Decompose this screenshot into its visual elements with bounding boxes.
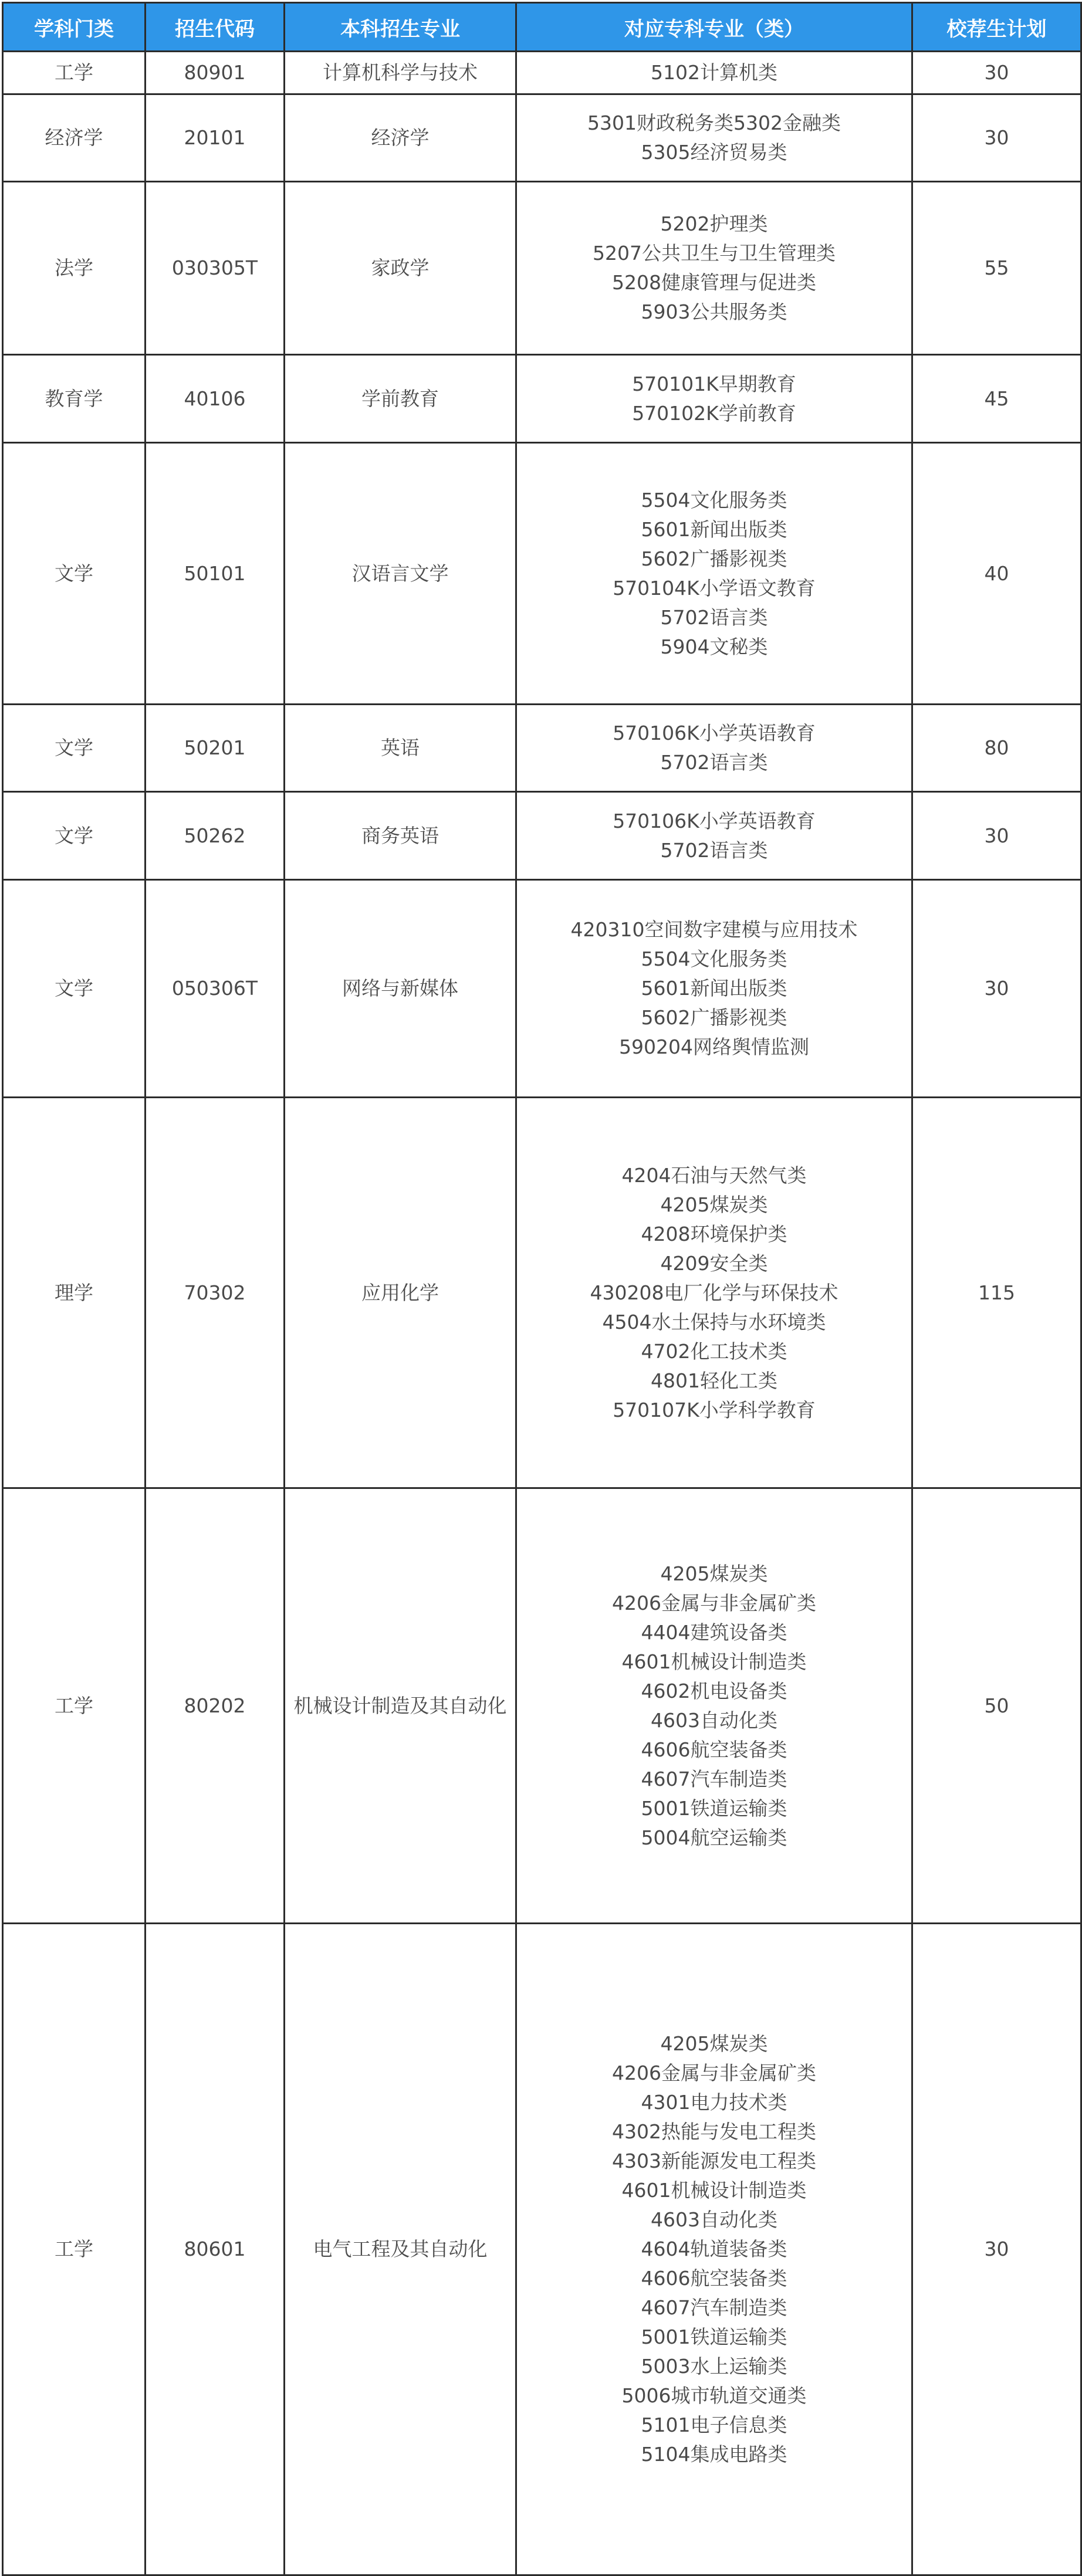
cell-category: 工学 bbox=[3, 1924, 146, 2575]
related-major-item: 4303新能源发电工程类 bbox=[612, 2150, 816, 2172]
cell-category: 经济学 bbox=[3, 94, 146, 182]
cell-related-majors bbox=[516, 52, 912, 94]
cell-category: 文学 bbox=[3, 443, 146, 705]
cell-code: 20101 bbox=[146, 94, 285, 182]
related-major-item: 5702语言类 bbox=[660, 605, 768, 629]
cell-plan: 30 bbox=[912, 94, 1081, 182]
cell-plan: 45 bbox=[912, 355, 1081, 443]
enrollment-table bbox=[2, 2, 1082, 2576]
table-row bbox=[3, 1488, 1081, 1924]
cell-related-majors bbox=[516, 355, 912, 443]
related-major-item: 5601新闻出版类 bbox=[641, 977, 787, 1000]
related-major-item: 4206金属与非金属矿类 bbox=[612, 1591, 816, 1614]
related-major-item: 4606航空装备类 bbox=[641, 1738, 787, 1761]
cell-plan: 80 bbox=[912, 705, 1081, 792]
table-row bbox=[3, 1924, 1081, 2575]
cell-major: 电气工程及其自动化 bbox=[285, 1924, 516, 2575]
related-major-item: 4302热能与发电工程类 bbox=[612, 2120, 816, 2143]
header-major: 本科招生专业 bbox=[285, 3, 516, 52]
cell-plan: 30 bbox=[912, 52, 1081, 94]
cell-category: 文学 bbox=[3, 880, 146, 1098]
cell-code: 50262 bbox=[146, 792, 285, 880]
related-major-item: 4404建筑设备类 bbox=[641, 1620, 787, 1644]
related-major-item: 4607汽车制造类 bbox=[641, 2296, 787, 2319]
cell-major: 网络与新媒体 bbox=[285, 880, 516, 1098]
related-major-item: 4601机械设计制造类 bbox=[621, 2179, 807, 2202]
related-major-item: 4604轨道装备类 bbox=[641, 2238, 787, 2260]
related-major-item: 430208电厂化学与环保技术 bbox=[590, 1281, 838, 1304]
related-major-item: 5001铁道运输类 bbox=[641, 2325, 787, 2348]
related-major-item: 4205煤炭类 bbox=[660, 1562, 768, 1585]
cell-major: 英语 bbox=[285, 705, 516, 792]
cell-category: 文学 bbox=[3, 705, 146, 792]
related-major-item: 5504文化服务类 bbox=[641, 488, 787, 512]
cell-code: 80601 bbox=[146, 1924, 285, 2575]
related-major-item: 5101电子信息类 bbox=[641, 2413, 787, 2436]
cell-major: 家政学 bbox=[285, 182, 516, 355]
related-major-item: 5004航空运输类 bbox=[641, 1826, 787, 1849]
related-major-item: 5904文秘类 bbox=[660, 635, 768, 658]
related-major-item: 5102计算机类 bbox=[651, 61, 777, 84]
cell-major: 汉语言文学 bbox=[285, 443, 516, 705]
table-container bbox=[2, 2, 1080, 2576]
related-major-item: 5305经济贸易类 bbox=[641, 141, 787, 164]
table-row bbox=[3, 94, 1081, 182]
table-row bbox=[3, 1098, 1081, 1488]
table-row bbox=[3, 355, 1081, 443]
related-major-item: 4208环境保护类 bbox=[641, 1222, 787, 1245]
related-major-item: 5301财政税务类5302金融类 bbox=[587, 111, 841, 134]
related-major-item: 4702化工技术类 bbox=[641, 1339, 787, 1363]
header-row bbox=[3, 3, 1081, 52]
related-major-item: 4204石油与天然气类 bbox=[621, 1163, 807, 1187]
cell-related-majors bbox=[516, 1098, 912, 1488]
header-related-majors: 对应专科专业（类） bbox=[516, 3, 912, 52]
related-major-item: 4801轻化工类 bbox=[651, 1369, 777, 1392]
cell-code: 40106 bbox=[146, 355, 285, 443]
related-major-item: 4603自动化类 bbox=[651, 1708, 777, 1732]
related-major-item: 4209安全类 bbox=[660, 1251, 768, 1275]
cell-category: 文学 bbox=[3, 792, 146, 880]
cell-related-majors bbox=[516, 182, 912, 355]
related-major-item: 4606航空装备类 bbox=[641, 2267, 787, 2290]
header-code: 招生代码 bbox=[146, 3, 285, 52]
related-major-item: 5207公共卫生与卫生管理类 bbox=[593, 242, 836, 265]
related-major-item: 5104集成电路类 bbox=[641, 2443, 787, 2466]
related-major-item: 4602机电设备类 bbox=[641, 1679, 787, 1702]
cell-plan: 40 bbox=[912, 443, 1081, 705]
cell-related-majors bbox=[516, 443, 912, 705]
cell-code: 050306T bbox=[146, 880, 285, 1098]
cell-plan: 30 bbox=[912, 880, 1081, 1098]
related-major-item: 5208健康管理与促进类 bbox=[612, 271, 816, 294]
related-major-item: 5504文化服务类 bbox=[641, 947, 787, 970]
related-major-item: 5602广播影视类 bbox=[641, 1006, 787, 1029]
cell-category: 工学 bbox=[3, 1488, 146, 1924]
cell-plan: 115 bbox=[912, 1098, 1081, 1488]
related-major-item: 4206金属与非金属矿类 bbox=[612, 2062, 816, 2084]
related-major-item: 420310空间数字建模与应用技术 bbox=[570, 918, 858, 941]
related-major-item: 570107K小学科学教育 bbox=[613, 1398, 816, 1421]
cell-code: 80901 bbox=[146, 52, 285, 94]
cell-plan: 50 bbox=[912, 1488, 1081, 1924]
cell-related-majors bbox=[516, 880, 912, 1098]
related-major-item: 570104K小学语文教育 bbox=[613, 576, 816, 600]
related-major-item: 4205煤炭类 bbox=[660, 1193, 768, 1216]
table-row bbox=[3, 182, 1081, 355]
table-body bbox=[3, 52, 1081, 2575]
cell-category: 法学 bbox=[3, 182, 146, 355]
cell-code: 030305T bbox=[146, 182, 285, 355]
related-major-item: 570106K小学英语教育 bbox=[613, 722, 816, 744]
cell-related-majors bbox=[516, 705, 912, 792]
related-major-item: 4603自动化类 bbox=[651, 2208, 777, 2231]
related-major-item: 5202护理类 bbox=[660, 212, 768, 235]
related-major-item: 5702语言类 bbox=[660, 838, 768, 862]
related-major-item: 5006城市轨道交通类 bbox=[621, 2384, 807, 2407]
related-major-item: 570101K早期教育 bbox=[632, 372, 796, 395]
cell-code: 80202 bbox=[146, 1488, 285, 1924]
cell-major: 学前教育 bbox=[285, 355, 516, 443]
related-major-item: 570106K小学英语教育 bbox=[613, 809, 816, 832]
table-row bbox=[3, 705, 1081, 792]
cell-code: 70302 bbox=[146, 1098, 285, 1488]
related-major-item: 4301电力技术类 bbox=[641, 2091, 787, 2114]
table-row bbox=[3, 443, 1081, 705]
header-plan: 校荐生计划 bbox=[912, 3, 1081, 52]
related-major-item: 5903公共服务类 bbox=[641, 300, 787, 323]
cell-code: 50101 bbox=[146, 443, 285, 705]
related-major-item: 570102K学前教育 bbox=[632, 401, 796, 425]
cell-major: 计算机科学与技术 bbox=[285, 52, 516, 94]
cell-plan: 30 bbox=[912, 1924, 1081, 2575]
cell-category: 理学 bbox=[3, 1098, 146, 1488]
cell-code: 50201 bbox=[146, 705, 285, 792]
table-row bbox=[3, 880, 1081, 1098]
cell-plan: 30 bbox=[912, 792, 1081, 880]
cell-related-majors bbox=[516, 1488, 912, 1924]
related-major-item: 4504水土保持与水环境类 bbox=[602, 1310, 826, 1333]
related-major-item: 4607汽车制造类 bbox=[641, 1767, 787, 1790]
cell-related-majors bbox=[516, 792, 912, 880]
header-category: 学科门类 bbox=[3, 3, 146, 52]
cell-category: 教育学 bbox=[3, 355, 146, 443]
cell-major: 经济学 bbox=[285, 94, 516, 182]
cell-major: 应用化学 bbox=[285, 1098, 516, 1488]
table-row bbox=[3, 792, 1081, 880]
related-major-item: 5001铁道运输类 bbox=[641, 1796, 787, 1820]
cell-related-majors bbox=[516, 1924, 912, 2575]
cell-plan: 55 bbox=[912, 182, 1081, 355]
related-major-item: 4205煤炭类 bbox=[660, 2032, 768, 2055]
related-major-item: 590204网络舆情监测 bbox=[619, 1035, 809, 1058]
cell-major: 商务英语 bbox=[285, 792, 516, 880]
cell-major: 机械设计制造及其自动化 bbox=[285, 1488, 516, 1924]
table-row bbox=[3, 52, 1081, 94]
cell-related-majors bbox=[516, 94, 912, 182]
related-major-item: 5003水上运输类 bbox=[641, 2355, 787, 2378]
cell-category: 工学 bbox=[3, 52, 146, 94]
related-major-item: 4601机械设计制造类 bbox=[621, 1650, 807, 1673]
related-major-item: 5702语言类 bbox=[660, 751, 768, 774]
table-header bbox=[3, 3, 1081, 52]
related-major-item: 5601新闻出版类 bbox=[641, 517, 787, 541]
related-major-item: 5602广播影视类 bbox=[641, 547, 787, 570]
